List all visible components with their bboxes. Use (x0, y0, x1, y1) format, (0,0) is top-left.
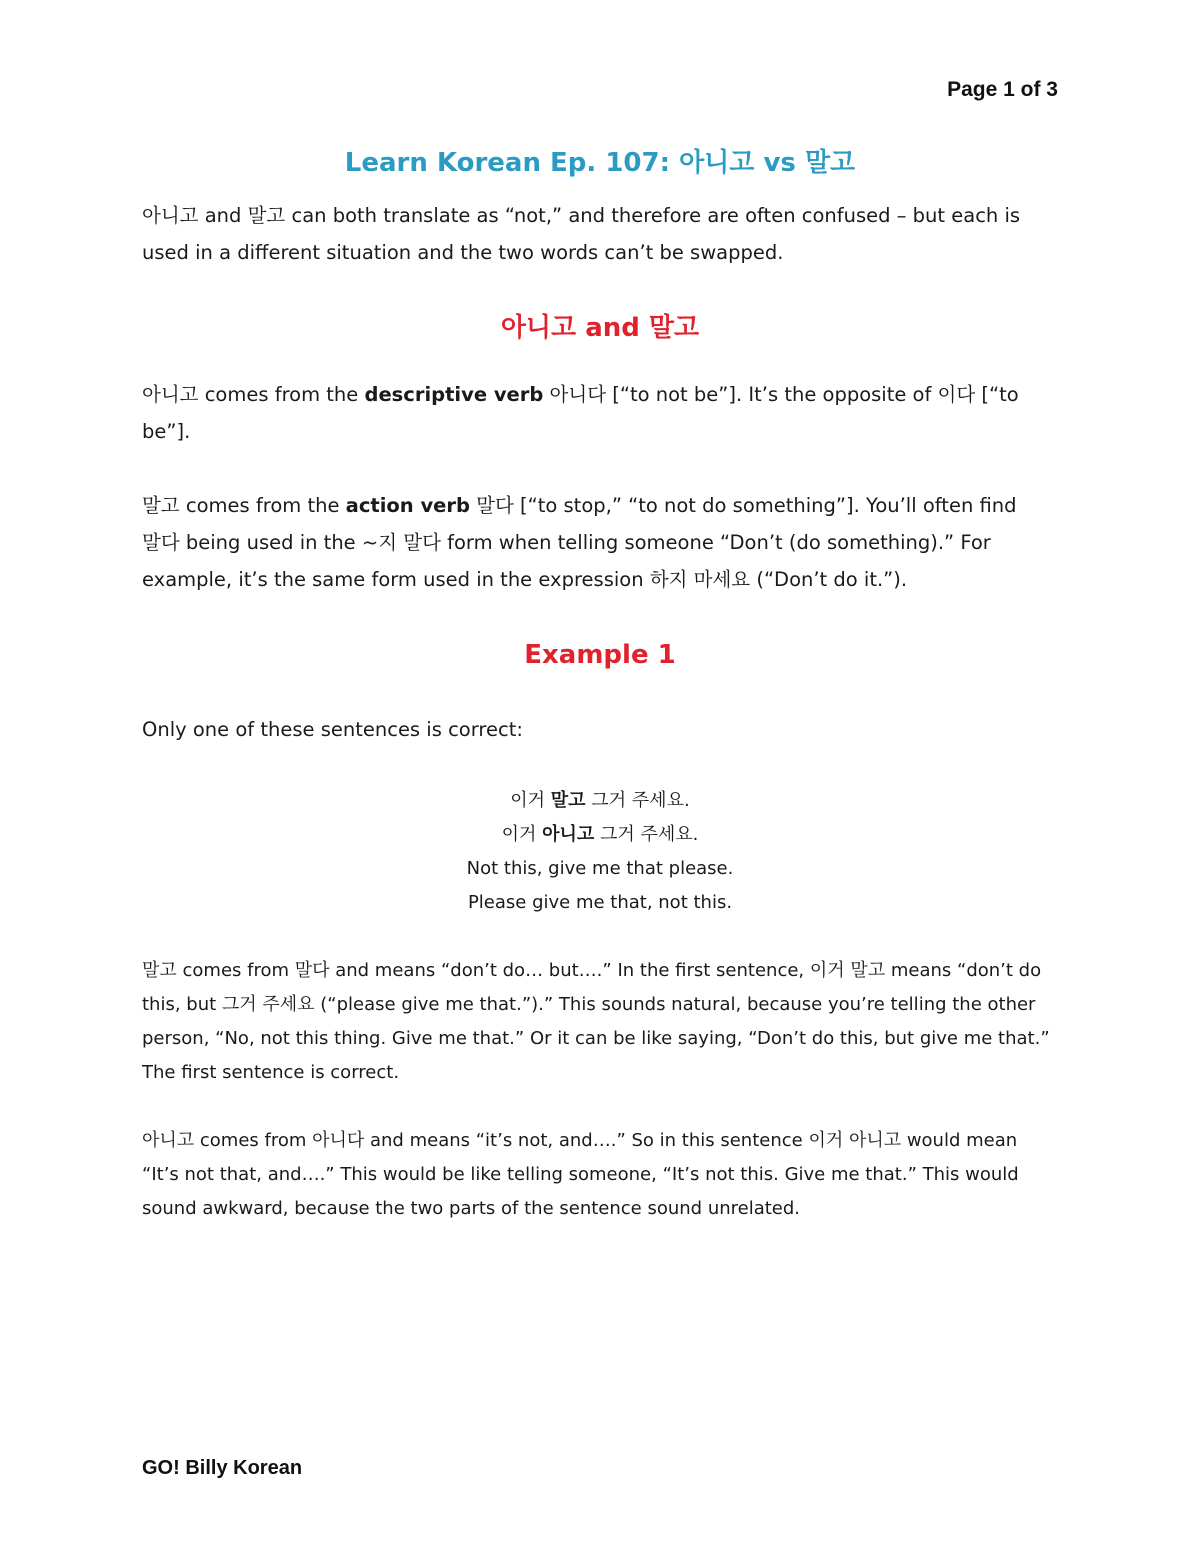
paragraph-line: 말고 comes from the action verb 말다 [“to stop,” “to not do something”]. You’ll often find (142, 494, 1017, 518)
paragraph-line: 아니고 comes from the descriptive verb 아니다 [“to not be”]. It’s the opposite of 이다 [“to (142, 383, 1019, 407)
page-number: Page 1 of 3 (947, 78, 1058, 101)
paragraph-line: “It’s not that, and….” This would be like telling someone, “It’s not this. Give me that.” This would (142, 1164, 1019, 1186)
bold-term: action verb (345, 494, 470, 518)
malgo-definition-paragraph (142, 487, 1058, 598)
intro-line: used in a different situation and the two words can’t be swapped. (142, 241, 784, 265)
bold-term: descriptive verb (364, 383, 544, 407)
example-lead: Only one of these sentences is correct: (142, 718, 523, 742)
document-title: Learn Korean Ep. 107: 아니고 vs 말고 (344, 148, 856, 178)
paragraph-line: 말고 comes from 말다 and means “don’t do… but….” In the first sentence, 이거 말고 means “don’t do (142, 960, 1042, 982)
section-heading-anigo-malgo: 아니고 and 말고 (500, 313, 700, 344)
intro-paragraph (142, 197, 1058, 271)
document-body (142, 146, 1058, 1226)
section-heading-example-1: Example 1 (524, 640, 676, 671)
korean-sentence-1: 이거 말고 그거 주세요. (510, 790, 690, 812)
intro-line: 아니고 and 말고 can both translate as “not,” and therefore are often confused – but each is (142, 204, 1021, 228)
korean-sentence-2: 이거 아니고 그거 주세요. (501, 824, 699, 846)
anigo-definition-paragraph (142, 376, 1058, 450)
translation-1: Not this, give me that please. (466, 858, 734, 880)
paragraph-line: sound awkward, because the two parts of the sentence sound unrelated. (142, 1198, 801, 1220)
explanation-paragraph-1 (142, 954, 1058, 1090)
explanation-paragraph-2 (142, 1124, 1058, 1226)
paragraph-line: be”]. (142, 420, 191, 444)
paragraph-line: The first sentence is correct. (142, 1062, 400, 1084)
footer-brand: GO! Billy Korean (142, 1457, 303, 1479)
translation-2: Please give me that, not this. (467, 892, 733, 914)
paragraph-line: 말다 being used in the ~지 말다 form when telling someone “Don’t (do something).” For (142, 531, 991, 555)
paragraph-line: example, it’s the same form used in the expression 하지 마세요 (“Don’t do it.”). (142, 568, 908, 592)
paragraph-line: person, “No, not this thing. Give me that.” Or it can be like saying, “Don’t do this, but give me that.” (142, 1028, 1050, 1050)
example-sentences (142, 784, 1058, 920)
paragraph-line: this, but 그거 주세요 (“please give me that.”).” This sounds natural, because you’re telling the other (142, 994, 1036, 1016)
paragraph-line: 아니고 comes from 아니다 and means “it’s not, and….” So in this sentence 이거 아니고 would mean (142, 1130, 1018, 1152)
